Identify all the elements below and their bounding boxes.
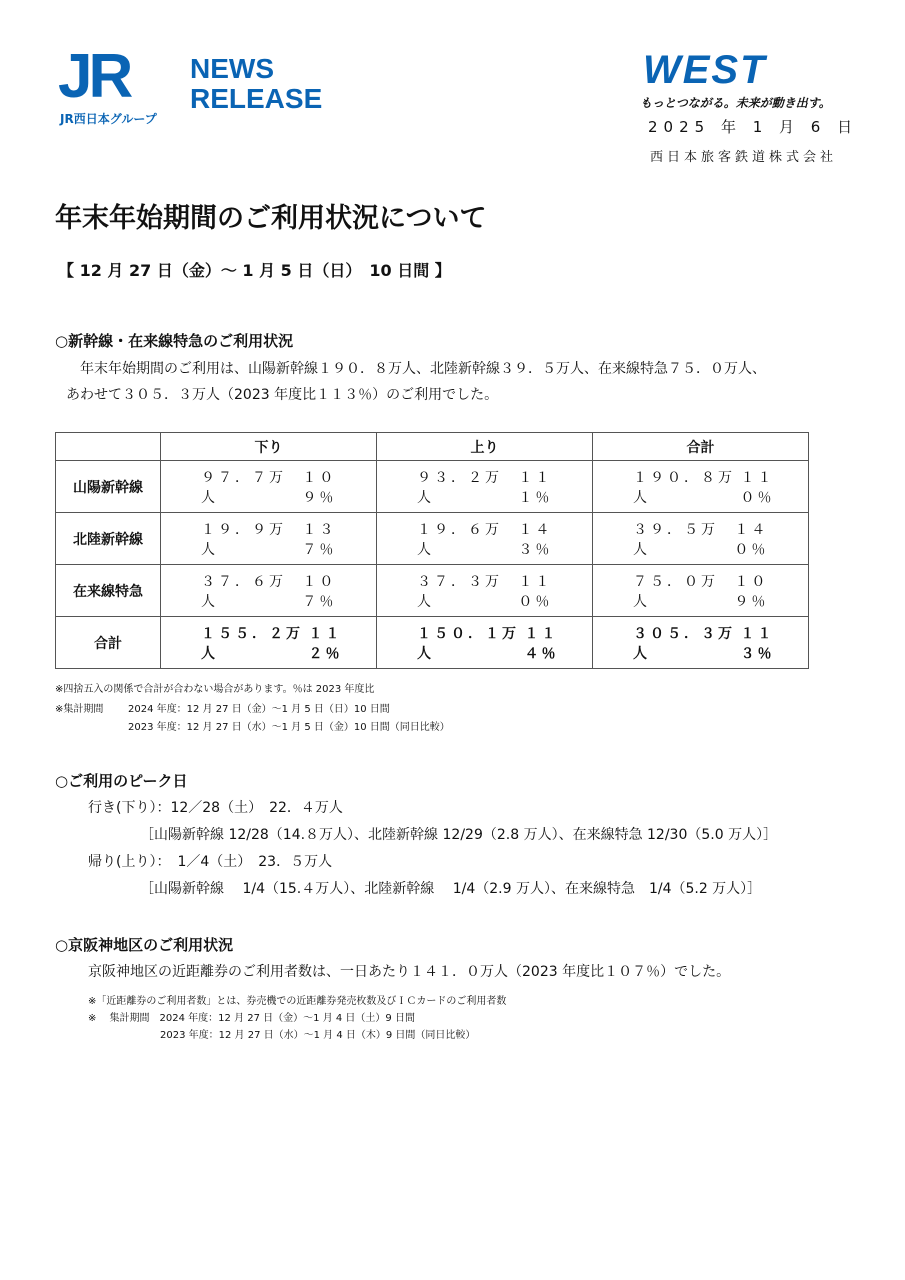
passenger-count: ３７．３万人 <box>417 573 502 610</box>
company-name: 西日本旅客鉄道株式会社 <box>650 150 838 165</box>
yoy-percent: １４３％ <box>518 521 553 558</box>
section3-heading: ○京阪神地区のご利用状況 <box>55 936 234 954</box>
jr-group-label: JR西日本グループ <box>60 112 157 126</box>
col-header: 合計 <box>593 433 809 461</box>
note: 2023 年度：12 月 27 日（水）～1 月 5 日（金）10 日間（同日比較） <box>128 722 450 733</box>
yoy-percent: １１１％ <box>518 469 553 506</box>
page-title: 年末年始期間のご利用状況について <box>55 203 487 234</box>
yoy-percent: １１０％ <box>518 573 553 610</box>
usage-table <box>55 432 809 669</box>
passenger-count: ９７．７万人 <box>201 469 286 506</box>
section1-heading: ○新幹線・在来線特急のご利用状況 <box>55 332 294 350</box>
yoy-percent: １１４％ <box>524 625 559 662</box>
note-label: ※集計期間 <box>55 704 104 715</box>
note: ※ 集計期間 2024 年度：12 月 27 日（金）～1 月 4 日（土）9 日間 <box>88 1013 415 1024</box>
value-cell <box>161 513 377 565</box>
passenger-count: １９．９万人 <box>201 521 286 558</box>
value-cell <box>377 565 593 617</box>
news-release-label: NEWS RELEASE <box>190 53 323 114</box>
row-label: 山陽新幹線 <box>56 461 161 513</box>
passenger-count: １９０．８万人 <box>633 469 735 506</box>
note: ※「近距離券のご利用者数」とは、券売機での近距離券発売枚数及びＩＣカードのご利用者数 <box>88 996 507 1007</box>
period: 【 12 月 27 日（金）～ 1 月 5 日（日） 10 日間 】 <box>58 261 451 280</box>
value-cell <box>377 617 593 669</box>
value-cell <box>161 565 377 617</box>
peak-down-detail: ［山陽新幹線 12/28（14.８万人）、北陸新幹線 12/29（2.8 万人）、在来線特急 12/30（5.0 万人）］ <box>140 827 778 843</box>
table-row <box>56 617 809 669</box>
yoy-percent: １０９％ <box>734 573 769 610</box>
col-header: 上り <box>377 433 593 461</box>
value-cell <box>593 565 809 617</box>
passenger-count: ３７．６万人 <box>201 573 286 610</box>
passenger-count: ９３．２万人 <box>417 469 502 506</box>
value-cell <box>161 617 377 669</box>
jr-logo-mark: JR <box>58 42 130 111</box>
row-label: 在来線特急 <box>56 565 161 617</box>
col-header: 下り <box>161 433 377 461</box>
west-logo: WEST <box>643 48 767 92</box>
table-row <box>56 461 809 513</box>
note: 2023 年度：12 月 27 日（水）～1 月 4 日（木）9 日間（同日比較） <box>160 1030 476 1041</box>
value-cell <box>593 617 809 669</box>
section3-body: 京阪神地区の近距離券のご利用者数は、一日あたり１４１．０万人（2023 年度比１０７％）でした。 <box>88 964 731 980</box>
section2-heading: ○ご利用のピーク日 <box>55 772 188 790</box>
table-row <box>56 513 809 565</box>
passenger-count: ３０５．３万人 <box>633 625 735 662</box>
value-cell <box>161 461 377 513</box>
yoy-percent: １０７％ <box>302 573 337 610</box>
yoy-percent: １１２％ <box>308 625 343 662</box>
note: ※四捨五入の関係で合計が合わない場合があります。％は 2023 年度比 <box>55 684 375 695</box>
row-label: 北陸新幹線 <box>56 513 161 565</box>
yoy-percent: １１３％ <box>740 625 775 662</box>
value-cell <box>377 461 593 513</box>
passenger-count: ３９．５万人 <box>633 521 718 558</box>
yoy-percent: １１０％ <box>740 469 775 506</box>
jr-west-logo <box>58 42 168 126</box>
peak-up-detail: ［山陽新幹線 1/4（15.４万人）、北陸新幹線 1/4（2.9 万人）、在来線特急 1/4（5.2 万人）］ <box>140 881 762 897</box>
release-date: 2025 年 1 月 6 日 <box>648 118 859 136</box>
note: 2024 年度：12 月 27 日（金）～1 月 5 日（日）10 日間 <box>128 704 390 715</box>
peak-down: 行き(下り）：12／28（土） 22．４万人 <box>88 800 343 816</box>
passenger-count: １５０．１万人 <box>417 625 519 662</box>
tagline: もっとつながる。未来が動き出す。 <box>640 96 831 110</box>
yoy-percent: １４０％ <box>734 521 769 558</box>
passenger-count: １９．６万人 <box>417 521 502 558</box>
value-cell <box>377 513 593 565</box>
yoy-percent: １３７％ <box>302 521 337 558</box>
table-row <box>56 565 809 617</box>
section1-body: 年末年始期間のご利用は、山陽新幹線１９０．８万人、北陸新幹線３９．５万人、在来線特急７５．０万人、 <box>80 361 766 377</box>
passenger-count: ７５．０万人 <box>633 573 718 610</box>
peak-up: 帰り(上り）： 1／4（土） 23．５万人 <box>88 854 333 870</box>
value-cell <box>593 461 809 513</box>
yoy-percent: １０９％ <box>302 469 337 506</box>
section1-body: あわせて３０５．３万人（2023 年度比１１３％）のご利用でした。 <box>66 387 499 403</box>
passenger-count: １５５．２万人 <box>201 625 303 662</box>
row-label: 合計 <box>56 617 161 669</box>
value-cell <box>593 513 809 565</box>
